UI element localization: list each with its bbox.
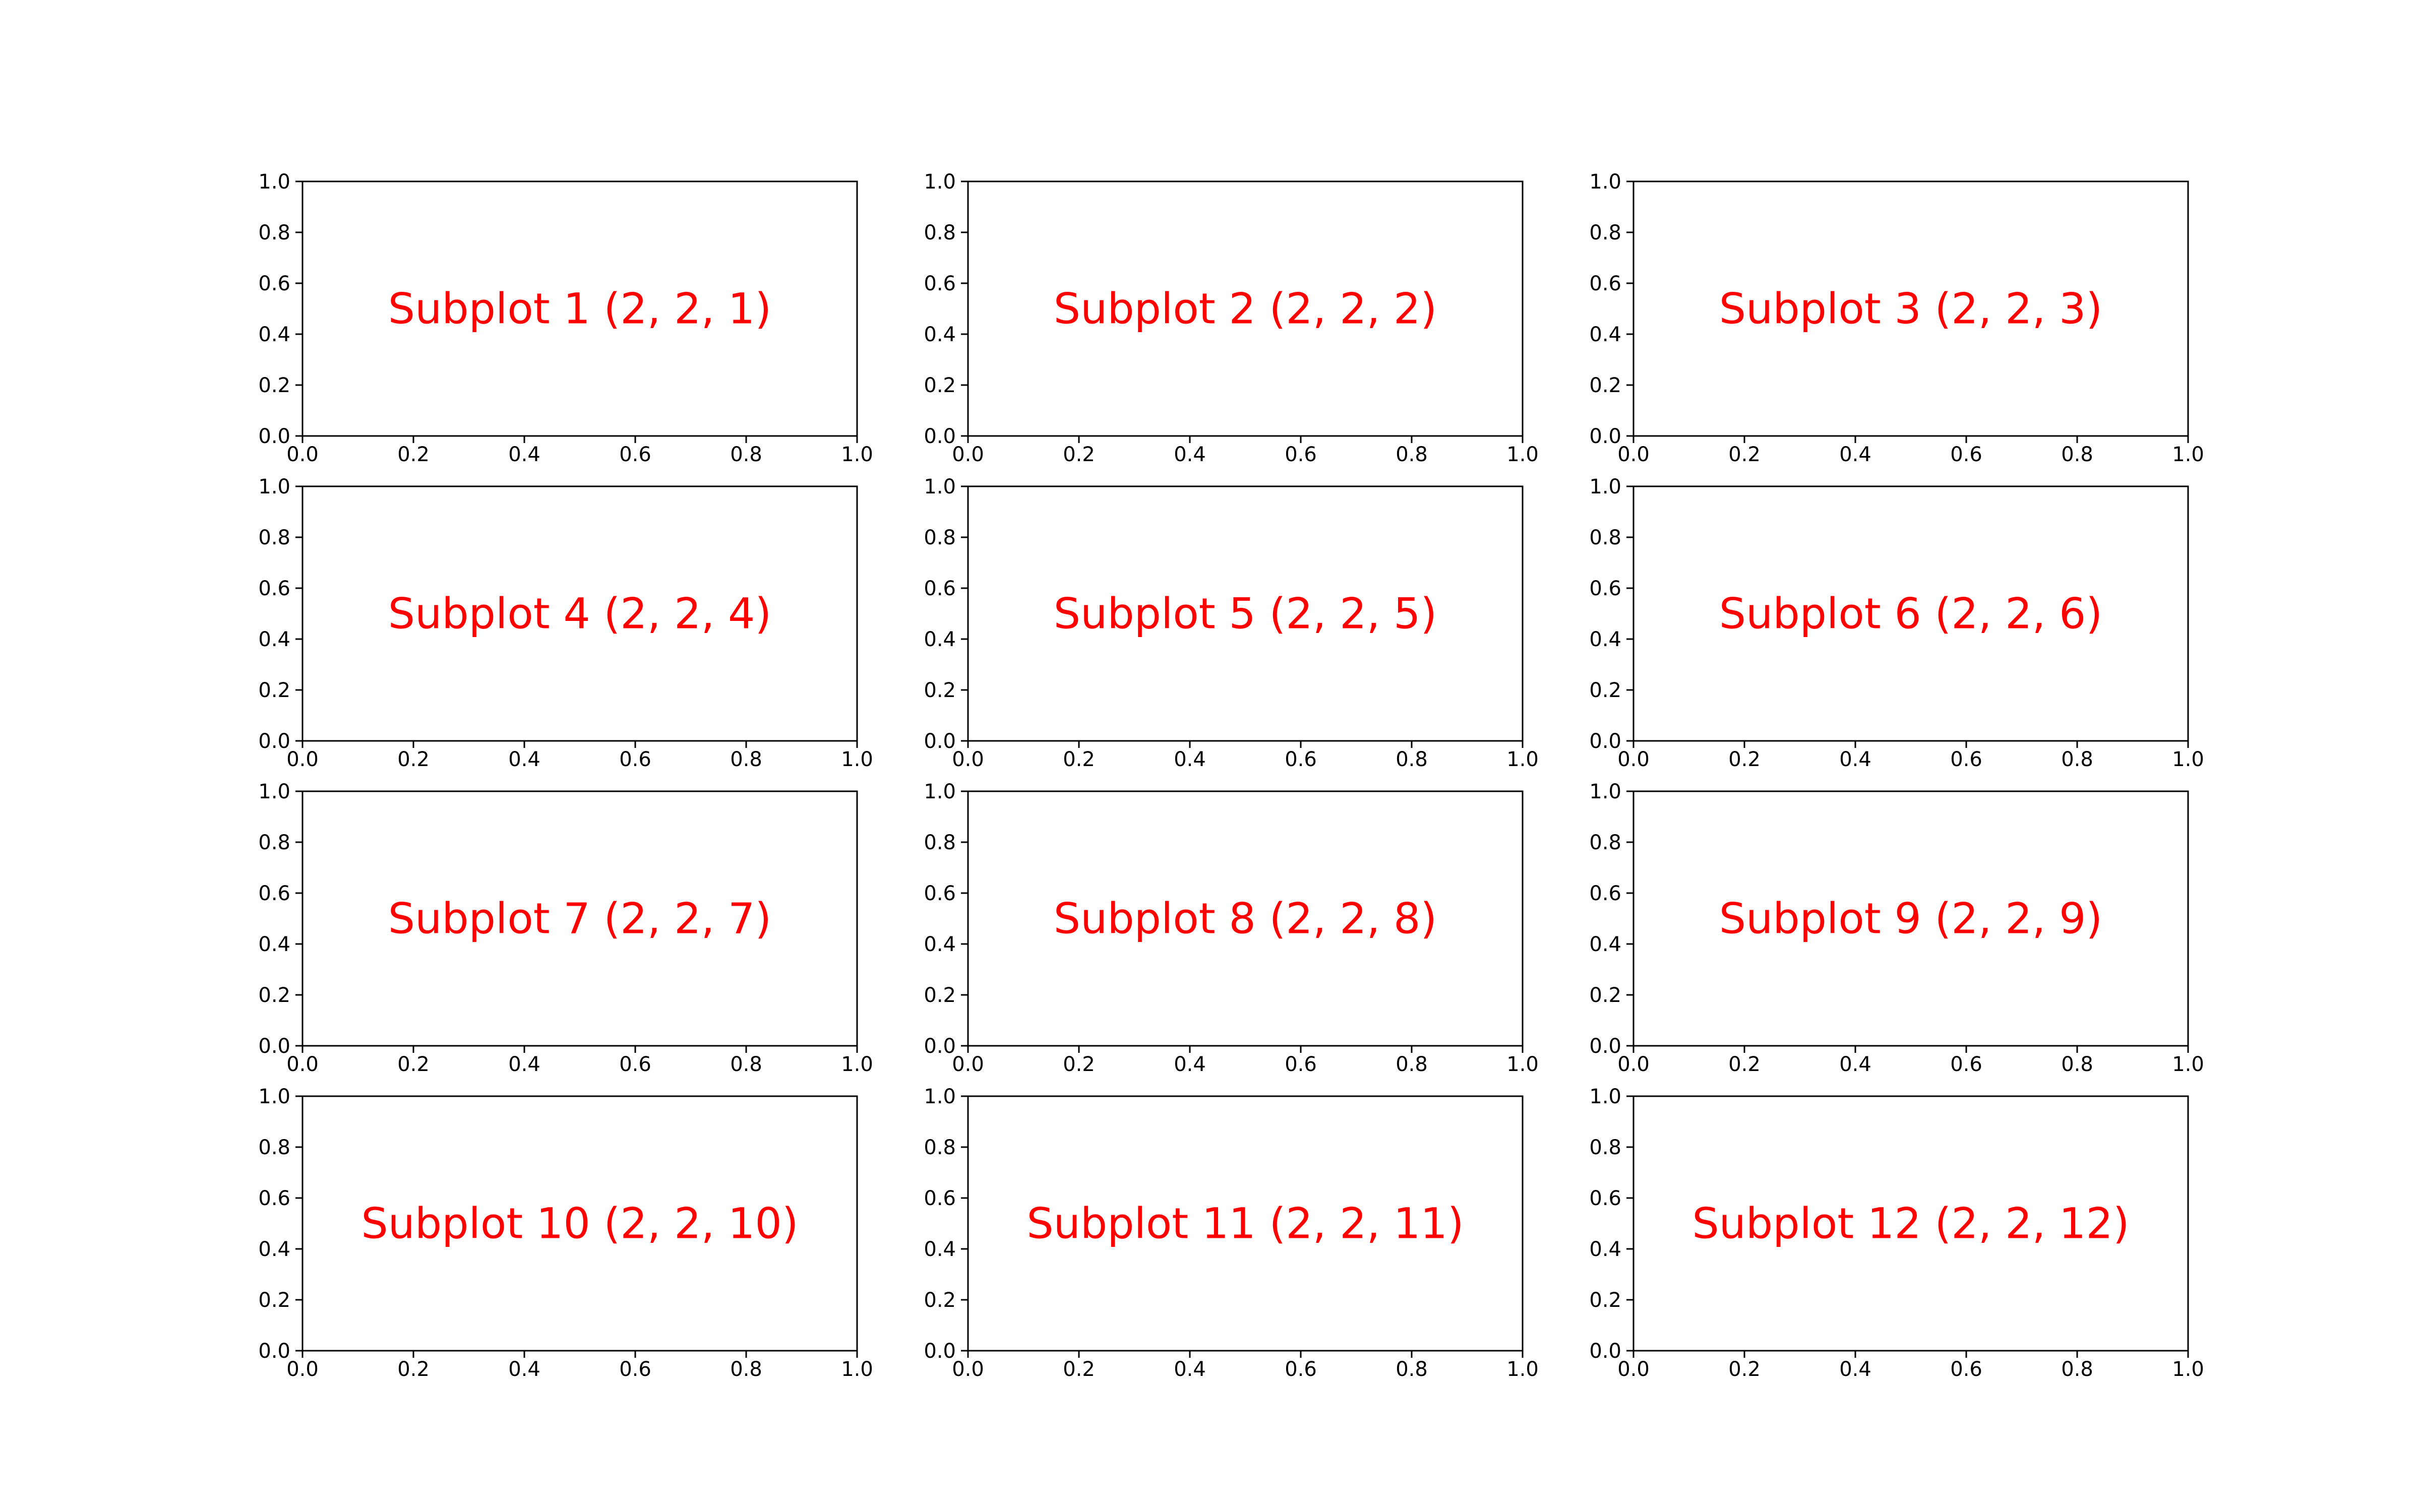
y-tick-label: 0.4 [1589, 323, 1621, 346]
x-tick-label: 0.0 [286, 443, 319, 466]
x-tick-label: 0.6 [1950, 1053, 1982, 1076]
y-tick-label: 0.2 [924, 679, 956, 702]
y-tick-label: 0.8 [258, 1136, 290, 1159]
y-tick-label: 1.0 [1589, 475, 1621, 498]
y-tick-label: 1.0 [258, 475, 290, 498]
x-tick-label: 0.0 [1617, 1053, 1650, 1076]
y-tick-label: 0.2 [258, 984, 290, 1007]
y-tick-label: 0.2 [258, 374, 290, 397]
x-tick-label: 0.6 [619, 1053, 651, 1076]
x-tick-label: 0.2 [1728, 1358, 1761, 1381]
y-tick-label: 0.0 [258, 1035, 290, 1058]
x-tick-label: 0.0 [1617, 1358, 1650, 1381]
x-tick-label: 1.0 [2172, 1358, 2204, 1381]
x-tick-label: 0.2 [1063, 748, 1095, 771]
x-tick-label: 0.2 [1063, 443, 1095, 466]
x-tick-label: 0.4 [1174, 748, 1206, 771]
x-tick-label: 1.0 [2172, 443, 2204, 466]
y-tick-label: 0.2 [258, 1289, 290, 1312]
x-tick-label: 0.6 [619, 748, 651, 771]
x-tick-label: 0.6 [1285, 748, 1317, 771]
y-tick-label: 0.4 [258, 628, 290, 651]
subplot-annotation: Subplot 1 (2, 2, 1) [388, 284, 772, 334]
y-tick-label: 1.0 [924, 170, 956, 194]
x-tick-label: 0.8 [1396, 443, 1428, 466]
subplot-annotation: Subplot 7 (2, 2, 7) [388, 894, 772, 943]
y-tick-label: 0.2 [924, 1289, 956, 1312]
x-tick-label: 0.8 [2061, 1358, 2093, 1381]
x-tick-label: 0.2 [1728, 1053, 1761, 1076]
x-tick-label: 0.0 [952, 1053, 984, 1076]
y-tick-label: 0.4 [1589, 628, 1621, 651]
y-tick-label: 0.4 [924, 323, 956, 346]
y-tick-label: 0.8 [1589, 221, 1621, 244]
x-tick-label: 0.8 [730, 748, 762, 771]
y-tick-label: 0.0 [1589, 1340, 1621, 1363]
y-tick-label: 0.8 [924, 221, 956, 244]
y-tick-label: 1.0 [924, 475, 956, 498]
x-tick-label: 1.0 [841, 748, 873, 771]
y-tick-label: 0.6 [1589, 882, 1621, 905]
x-tick-label: 0.2 [1728, 748, 1761, 771]
y-tick-label: 0.4 [924, 1238, 956, 1261]
y-tick-label: 1.0 [258, 1085, 290, 1108]
y-tick-label: 0.0 [258, 730, 290, 753]
y-tick-label: 0.2 [924, 374, 956, 397]
y-tick-label: 0.0 [1589, 425, 1621, 448]
y-tick-label: 0.2 [1589, 679, 1621, 702]
y-tick-label: 0.4 [924, 628, 956, 651]
y-tick-label: 0.8 [258, 831, 290, 854]
x-tick-label: 0.8 [730, 1053, 762, 1076]
x-tick-label: 0.2 [397, 1358, 430, 1381]
x-tick-label: 1.0 [1506, 443, 1539, 466]
y-tick-label: 0.4 [258, 933, 290, 956]
subplot-annotation: Subplot 8 (2, 2, 8) [1053, 894, 1437, 943]
x-tick-label: 0.8 [1396, 1053, 1428, 1076]
x-tick-label: 0.6 [619, 443, 651, 466]
x-tick-label: 0.0 [1617, 748, 1650, 771]
x-tick-label: 0.4 [508, 1358, 540, 1381]
x-tick-label: 0.6 [1285, 1358, 1317, 1381]
x-tick-label: 0.2 [1063, 1358, 1095, 1381]
y-tick-label: 0.0 [258, 425, 290, 448]
x-tick-label: 0.6 [1950, 748, 1982, 771]
y-tick-label: 0.8 [924, 831, 956, 854]
y-tick-label: 0.8 [258, 221, 290, 244]
x-tick-label: 0.0 [952, 1358, 984, 1381]
y-tick-label: 1.0 [1589, 780, 1621, 803]
x-tick-label: 0.0 [286, 1358, 319, 1381]
subplot-annotation: Subplot 11 (2, 2, 11) [1026, 1199, 1464, 1248]
x-tick-label: 0.4 [1174, 1358, 1206, 1381]
x-tick-label: 0.0 [952, 748, 984, 771]
y-tick-label: 1.0 [258, 170, 290, 194]
y-tick-label: 0.4 [924, 933, 956, 956]
x-tick-label: 0.0 [286, 748, 319, 771]
y-tick-label: 0.8 [1589, 1136, 1621, 1159]
y-tick-label: 0.0 [924, 425, 956, 448]
y-tick-label: 0.2 [1589, 984, 1621, 1007]
y-tick-label: 0.6 [258, 882, 290, 905]
y-tick-label: 0.4 [1589, 1238, 1621, 1261]
x-tick-label: 0.8 [2061, 443, 2093, 466]
x-tick-label: 0.0 [286, 1053, 319, 1076]
y-tick-label: 0.8 [924, 526, 956, 549]
x-tick-label: 0.6 [1950, 443, 1982, 466]
y-tick-label: 0.0 [258, 1340, 290, 1363]
x-tick-label: 0.6 [1285, 1053, 1317, 1076]
subplot-annotation: Subplot 12 (2, 2, 12) [1692, 1199, 2130, 1248]
y-tick-label: 1.0 [1589, 170, 1621, 194]
x-tick-label: 1.0 [841, 443, 873, 466]
subplot-annotation: Subplot 10 (2, 2, 10) [361, 1199, 799, 1248]
y-tick-label: 0.8 [1589, 831, 1621, 854]
x-tick-label: 0.0 [1617, 443, 1650, 466]
x-tick-label: 0.0 [952, 443, 984, 466]
x-tick-label: 0.4 [1839, 748, 1871, 771]
x-tick-label: 0.8 [2061, 1053, 2093, 1076]
x-tick-label: 0.2 [397, 748, 430, 771]
x-tick-label: 0.2 [1728, 443, 1761, 466]
y-tick-label: 0.8 [924, 1136, 956, 1159]
x-tick-label: 0.2 [397, 1053, 430, 1076]
subplot-annotation: Subplot 6 (2, 2, 6) [1719, 589, 2103, 639]
x-tick-label: 0.4 [1839, 1358, 1871, 1381]
subplot-annotation: Subplot 4 (2, 2, 4) [388, 589, 772, 639]
y-tick-label: 0.6 [258, 577, 290, 600]
y-tick-label: 0.4 [258, 1238, 290, 1261]
subplot-annotation: Subplot 5 (2, 2, 5) [1053, 589, 1437, 639]
y-tick-label: 0.0 [1589, 1035, 1621, 1058]
y-tick-label: 1.0 [1589, 1085, 1621, 1108]
x-tick-label: 0.6 [1950, 1358, 1982, 1381]
y-tick-label: 0.4 [1589, 933, 1621, 956]
y-tick-label: 0.0 [924, 730, 956, 753]
y-tick-label: 1.0 [258, 780, 290, 803]
y-tick-label: 1.0 [924, 780, 956, 803]
y-tick-label: 0.2 [1589, 374, 1621, 397]
x-tick-label: 1.0 [2172, 748, 2204, 771]
x-tick-label: 0.4 [1839, 1053, 1871, 1076]
y-tick-label: 0.4 [258, 323, 290, 346]
x-tick-label: 1.0 [1506, 748, 1539, 771]
y-tick-label: 0.0 [1589, 730, 1621, 753]
x-tick-label: 1.0 [841, 1053, 873, 1076]
subplot-annotation: Subplot 2 (2, 2, 2) [1053, 284, 1437, 334]
x-tick-label: 0.2 [397, 443, 430, 466]
y-tick-label: 0.8 [258, 526, 290, 549]
x-tick-label: 0.8 [2061, 748, 2093, 771]
y-tick-label: 0.6 [924, 1187, 956, 1210]
x-tick-label: 0.8 [730, 443, 762, 466]
y-tick-label: 0.2 [258, 679, 290, 702]
y-tick-label: 0.2 [1589, 1289, 1621, 1312]
y-tick-label: 0.0 [924, 1035, 956, 1058]
x-tick-label: 0.4 [508, 443, 540, 466]
y-tick-label: 0.6 [258, 272, 290, 295]
x-tick-label: 0.4 [508, 748, 540, 771]
x-tick-label: 1.0 [1506, 1053, 1539, 1076]
y-tick-label: 0.6 [1589, 1187, 1621, 1210]
x-tick-label: 0.4 [1839, 443, 1871, 466]
subplot-annotation: Subplot 9 (2, 2, 9) [1719, 894, 2103, 943]
y-tick-label: 0.6 [258, 1187, 290, 1210]
x-tick-label: 1.0 [841, 1358, 873, 1381]
y-tick-label: 0.6 [924, 272, 956, 295]
subplot-annotation: Subplot 3 (2, 2, 3) [1719, 284, 2103, 334]
x-tick-label: 1.0 [1506, 1358, 1539, 1381]
y-tick-label: 0.6 [1589, 272, 1621, 295]
x-tick-label: 0.8 [1396, 748, 1428, 771]
x-tick-label: 0.2 [1063, 1053, 1095, 1076]
x-tick-label: 0.6 [619, 1358, 651, 1381]
y-tick-label: 0.6 [924, 882, 956, 905]
y-tick-label: 0.6 [924, 577, 956, 600]
x-tick-label: 0.8 [730, 1358, 762, 1381]
x-tick-label: 0.4 [1174, 443, 1206, 466]
y-tick-label: 0.0 [924, 1340, 956, 1363]
y-tick-label: 1.0 [924, 1085, 956, 1108]
y-tick-label: 0.8 [1589, 526, 1621, 549]
y-tick-label: 0.2 [924, 984, 956, 1007]
x-tick-label: 0.4 [508, 1053, 540, 1076]
y-tick-label: 0.6 [1589, 577, 1621, 600]
x-tick-label: 1.0 [2172, 1053, 2204, 1076]
x-tick-label: 0.8 [1396, 1358, 1428, 1381]
x-tick-label: 0.6 [1285, 443, 1317, 466]
x-tick-label: 0.4 [1174, 1053, 1206, 1076]
